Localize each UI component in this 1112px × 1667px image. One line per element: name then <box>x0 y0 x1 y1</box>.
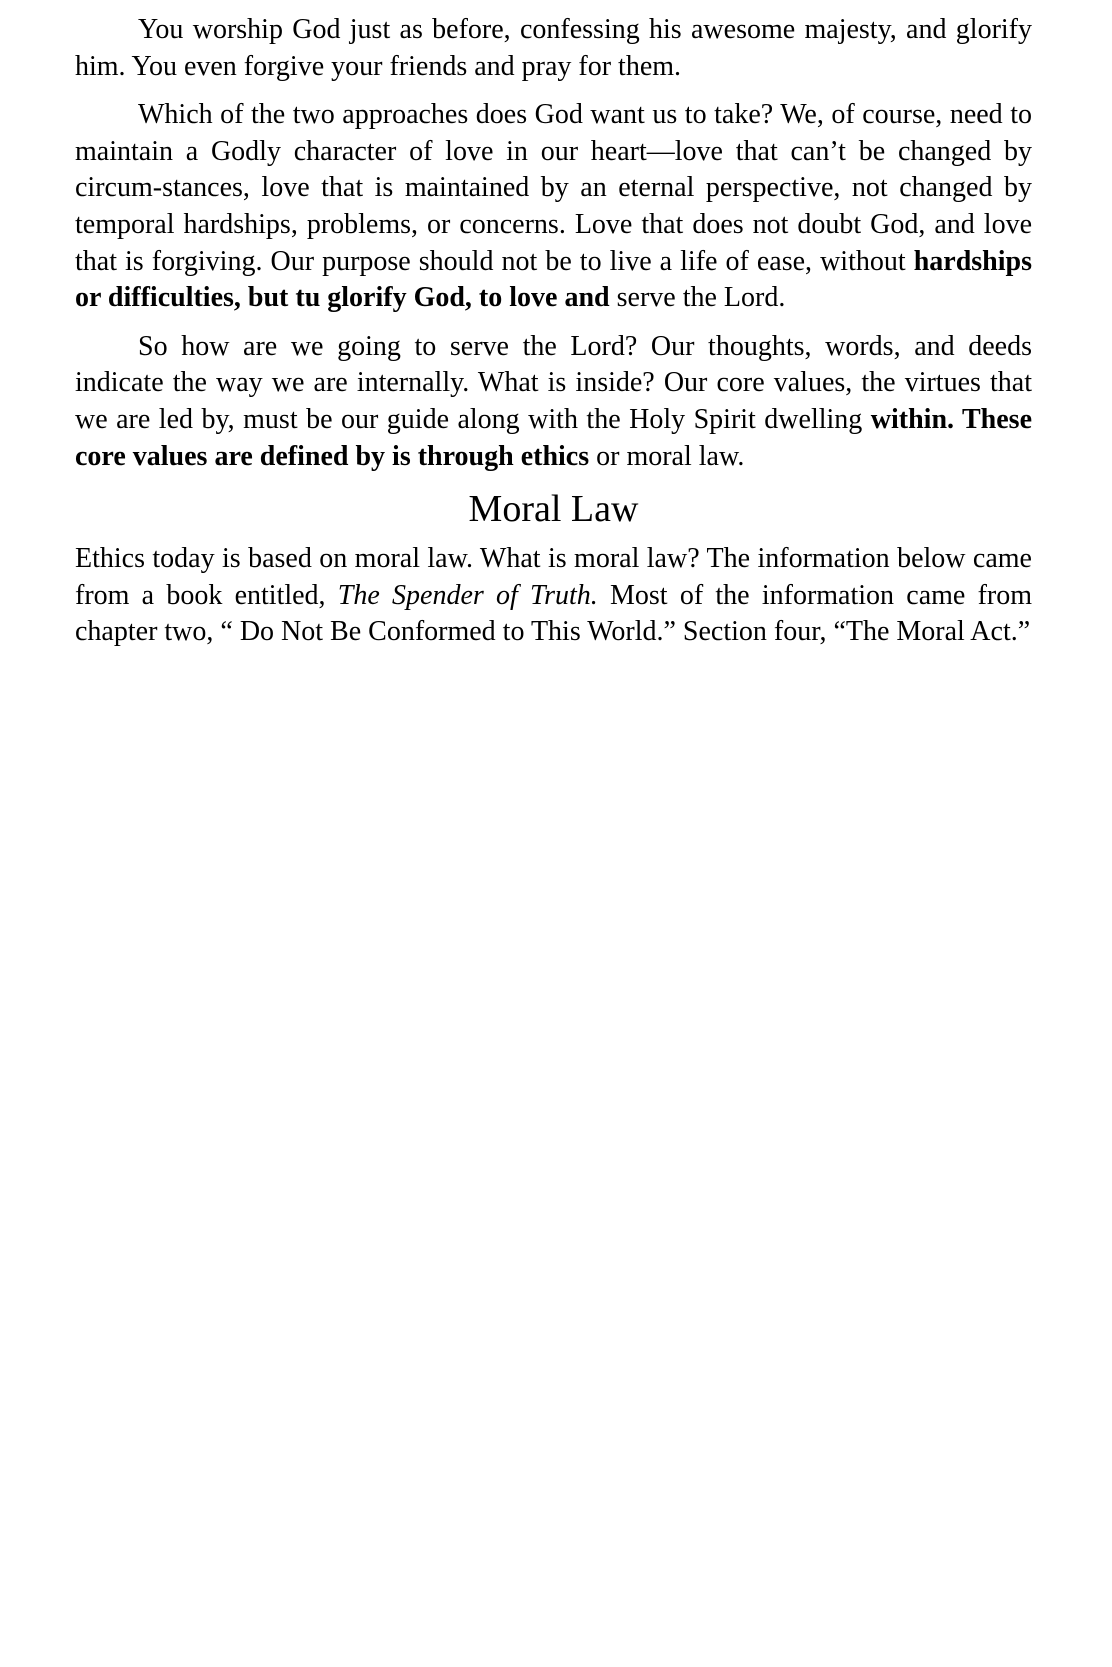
paragraph-two-approaches <box>75 97 1032 317</box>
section-heading: Moral Law <box>468 488 639 531</box>
paragraph-worship <box>75 12 1032 85</box>
paragraph-two-approaches-bold: hardships or difficulties, but tu glorify God, to love and <box>75 245 1032 314</box>
paragraph-serve-lord <box>75 329 1032 475</box>
paragraph-ethics-end: Most of the information came from chapter two, “ Do Not Be Conformed to This World.” Section four, “The Moral Act.” <box>75 579 1033 648</box>
book-title: The Spender of Truth. <box>337 579 598 611</box>
paragraph-serve-lord-end: or moral law. <box>589 440 745 472</box>
paragraph-two-approaches-text: Which of the two approaches does God want us to take? We, of course, need to maintain a Godly character of love in our heart—love that can’t be changed by circum-stances, love that is maintained by an eternal perspective, not changed by temporal hardships, problems, or concerns. Love that does not doubt God, and love that is forgiving. Our purpose should not be to live a life of ease, without <box>75 99 1032 277</box>
paragraph-two-approaches-end: serve the Lord. <box>609 282 786 314</box>
paragraph-ethics <box>75 541 1032 651</box>
paragraph-serve-lord-bold: within. These core values are defined by is through ethics <box>75 403 1033 472</box>
document-page <box>75 12 1032 663</box>
paragraph-ethics-text: Ethics today is based on moral law. What is moral law? The information below came from a book entitled, <box>75 543 1032 611</box>
paragraph-serve-lord-text: So how are we going to serve the Lord? Our thoughts, words, and deeds indicate the way we are internally. What is inside? Our core values, the virtues that we are led by, must be our guide along with the Holy Spirit dwelling <box>75 330 1032 435</box>
paragraph-worship-text: You worship God just as before, confessing his awesome majesty, and glorify him. You even forgive your friends and pray for them. <box>75 14 1032 82</box>
